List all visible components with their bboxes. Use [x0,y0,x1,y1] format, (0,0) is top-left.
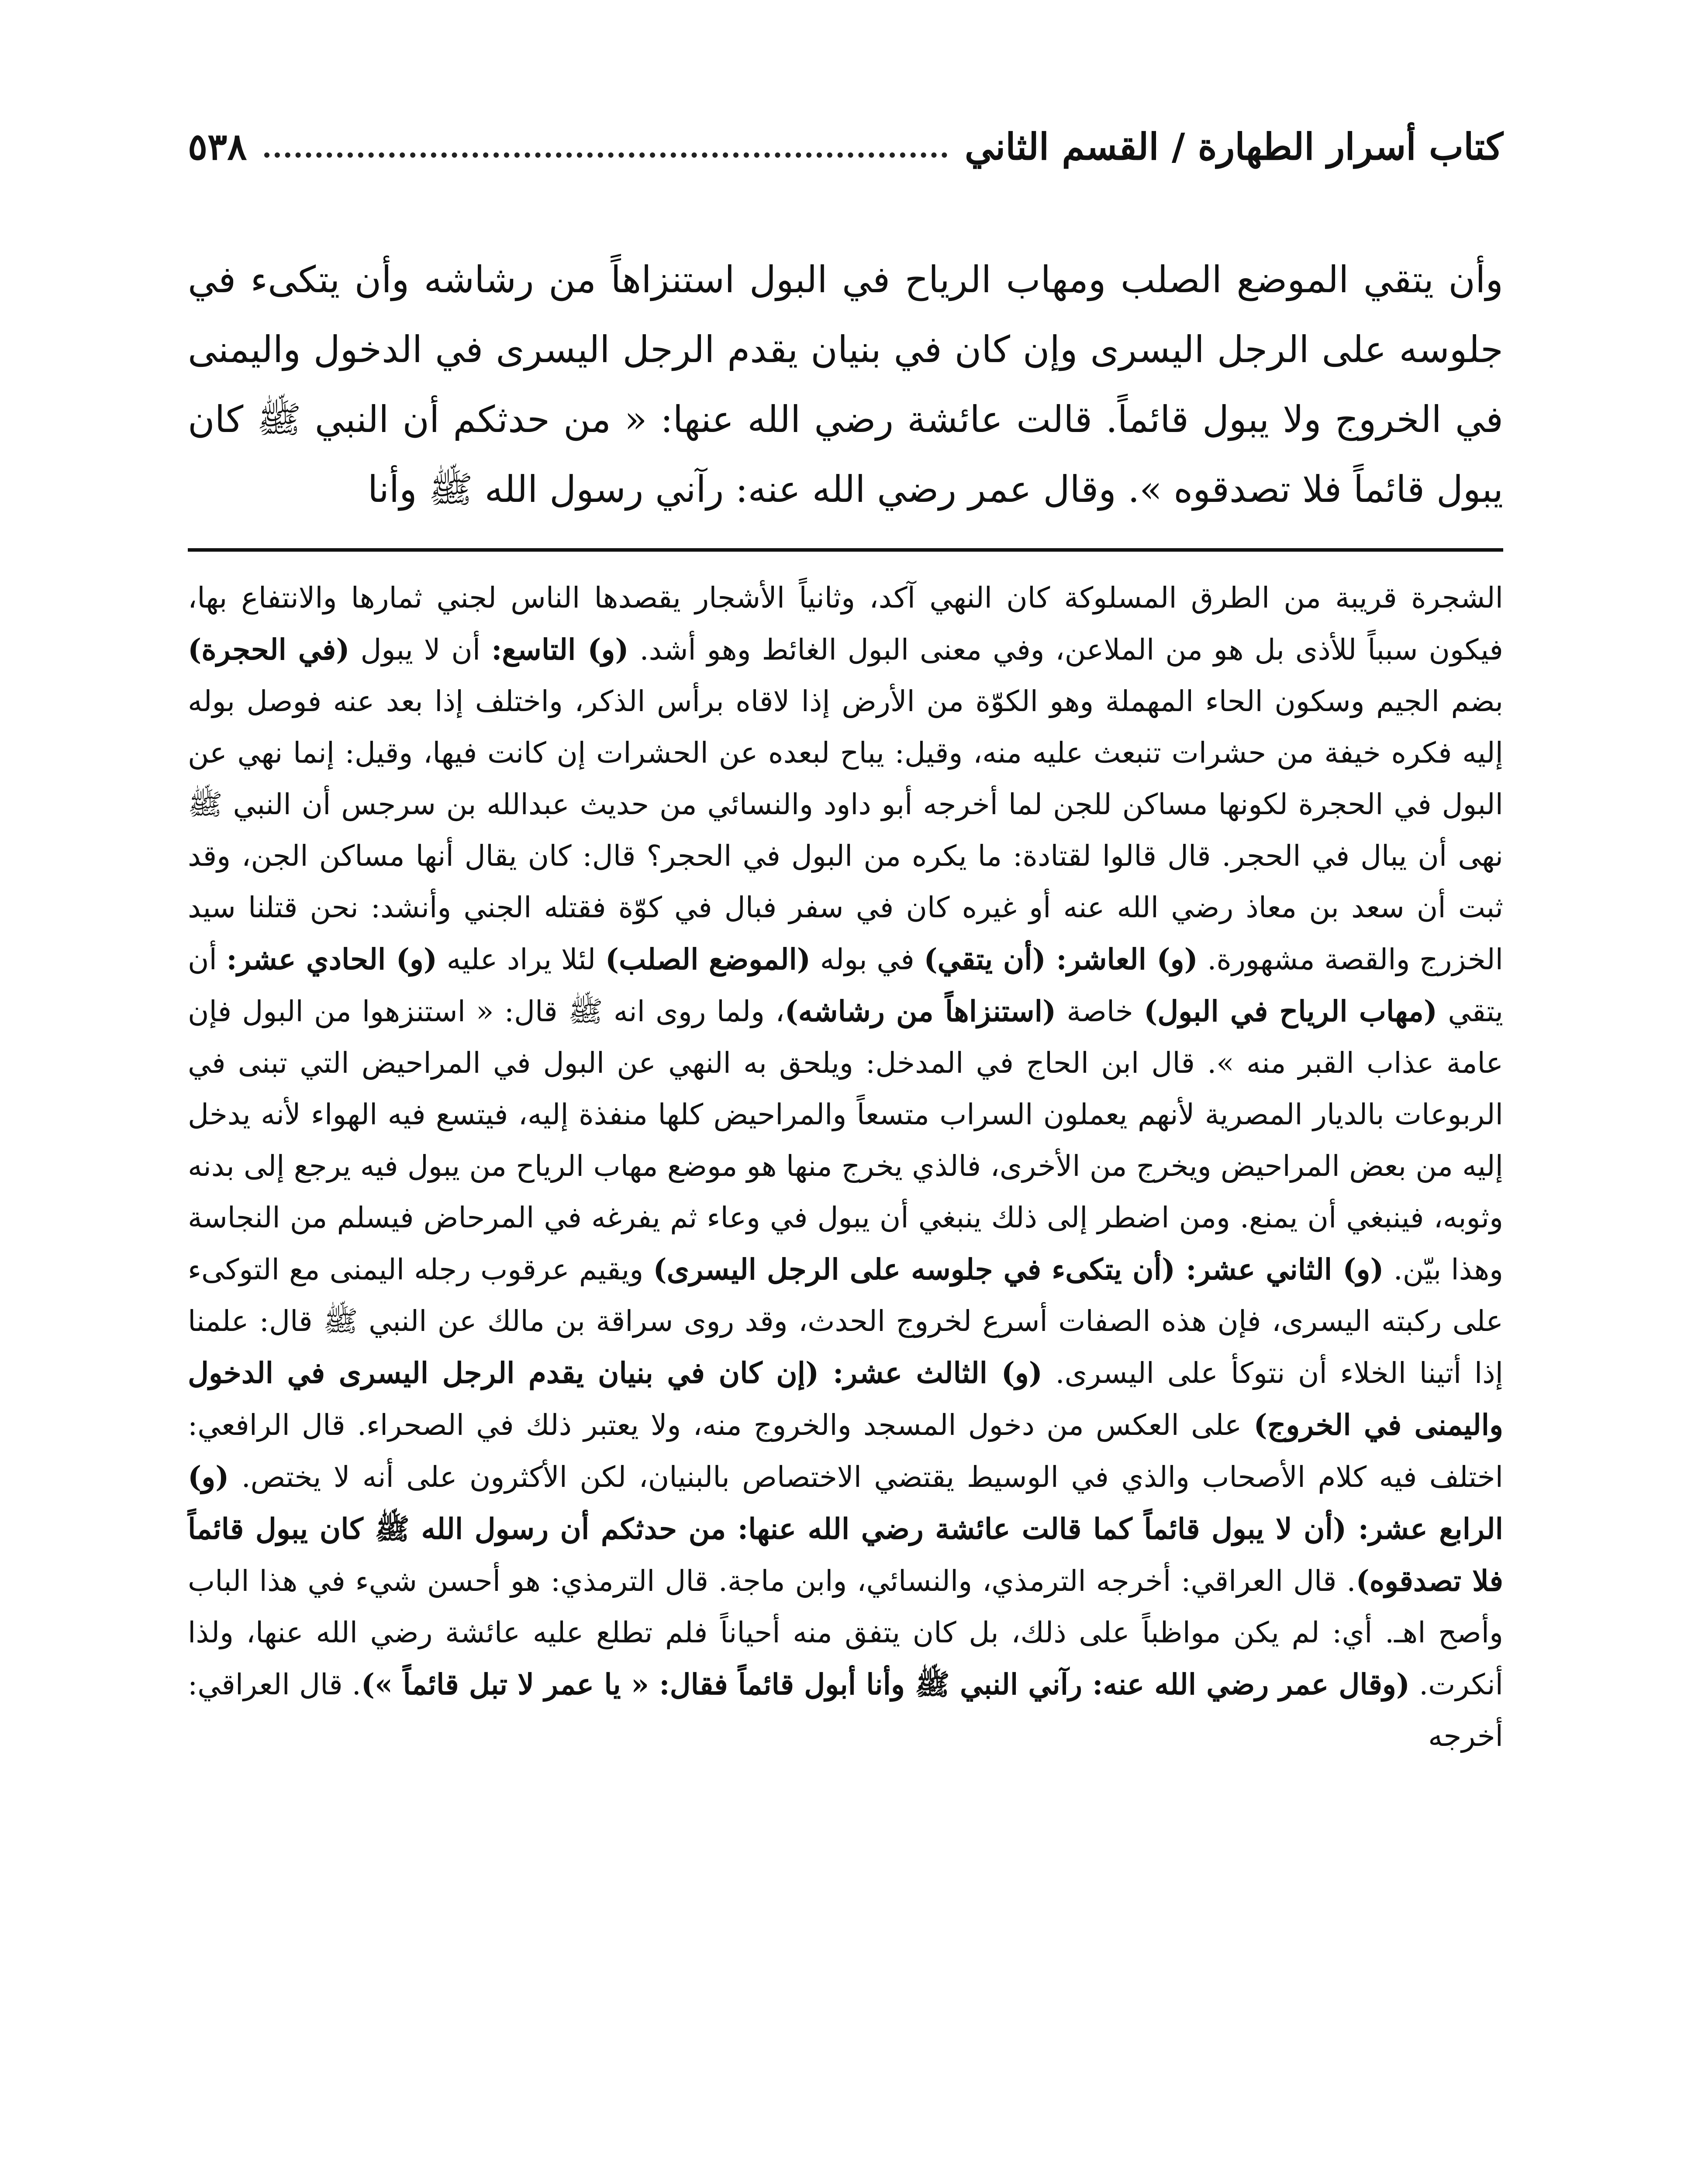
commentary-bold-segment: (و) الرابع عشر: (أن لا يبول قائماً كما قالت عائشة رضي الله عنها: من حدثكم أن رسول الله ﷺ كان يبول قائماً فلا تصدقوه) [188,1460,1504,1598]
commentary-bold-segment: (و) الثالث عشر: (إن كان في بنيان يقدم الرجل اليسرى في الدخول واليمنى في الخروج) [188,1356,1503,1442]
commentary-segment: ، ولما روى انه ﷺ قال: « استنزهوا من البول فإن عامة عذاب القبر منه ». قال ابن الحاج في المدخل: ويلحق به النهي عن البول في المراحيض التي تبنى في الربوعات بالديار المصرية لأنهم يعملون السراب متسعاً والمراحيض كلها منفذة إليه، فيتسع فيه الهواء لأنه يدخل إليه من بعض المراحيض ويخرج من الأخرى، فالذي يخرج منها هو موضع مهاب الرياح من يبول فيه يرجع إلى بدنه وثوبه، فينبغي أن يمنع. ومن اضطر إلى ذلك ينبغي أن يبول في وعاء ثم يفرغه في المرحاض فيسلم من النجاسة وهذا بيّن. [188,995,1503,1286]
commentary-bold-segment: (وقال عمر رضي الله عنه: رآني النبي ﷺ وأنا أبول قائماً فقال: « يا عمر لا تبل قائماً ») [361,1667,1410,1701]
commentary-segment: لئلا يراد عليه [437,943,605,976]
page-number: ٥٣٨ [188,124,247,168]
commentary-bold-segment: (و) الثاني عشر: (أن يتكىء في جلوسه على الرجل اليسرى) [653,1252,1384,1286]
commentary-segment: بضم الجيم وسكون الحاء المهملة وهو الكوّة من الأرض إذا لاقاه برأس الذكر، واختلف إذا بعد عنه فوصل بوله إليه فكره خيفة من حشرات تنبعث عليه منه، وقيل: يباح لبعده عن الحشرات إن كانت فيها، وقيل: إنما نهي عن البول في الحجرة لكونها مساكن للجن لما أخرجه أبو داود والنسائي من حديث عبدالله بن سرجس أن النبي ﷺ نهى أن يبال في الحجر. قال قالوا لقتادة: ما يكره من البول في الحجر؟ قال: كان يقال أنها مساكن الجن، وقد ثبت أن سعد بن معاذ رضي الله عنه أو غيره كان في سفر فبال في كوّة فقتله الجني وأنشد: نحن قتلنا سيد الخزرج والقصة مشهورة. [188,684,1504,976]
page-header [188,118,1503,175]
commentary-bold-segment: (و) العاشر: (أن يتقي) [924,942,1198,976]
commentary-segment: الشجرة قريبة من الطرق المسلوكة كان النهي آكد، وثانياً الأشجار يقصدها الناس لجني ثمارها والانتفاع بها، فيكون سبباً للأذى بل هو من الملاعن، وفي معنى البول الغائط وهو أشد. [188,581,1503,667]
commentary-bold-segment: (و) الحادي عشر: [226,942,438,976]
commentary-segment: . قال العراقي: أخرجه الترمذي، والنسائي، وابن ماجة. قال الترمذي: هو أحسن شيء في هذا الباب وأصح اهـ. أي: لم يكن مواظباً على ذلك، بل كان يتفق منه أحياناً فلم تطلع عليه عائشة رضي الله عنها، ولذا أنكرت. [188,1564,1503,1701]
commentary-segment: أن لا يبول [349,633,492,667]
commentary-bold-segment: (مهاب الرياح في البول) [1144,994,1438,1028]
footnote-divider [188,548,1503,552]
commentary-segment: أن يتقي [188,943,1504,1028]
commentary-text [188,572,1503,2184]
commentary-bold-segment: (و) التاسع: [491,632,629,667]
commentary-bold-segment: (الموضع الصلب) [605,942,811,976]
commentary-segment: على العكس من دخول المسجد والخروج منه، ولا يعتبر ذلك في الصحراء. قال الرافعي: اختلف فيه كلام الأصحاب والذي في الوسيط يقتضي الاختصاص بالبنيان، لكن الأكثرون على أنه لا يختص. [188,1408,1503,1494]
commentary-segment: خاصة [1056,995,1144,1028]
commentary-segment: ويقيم عرقوب رجله اليمنى مع التوكىء على ركبته اليسرى، فإن هذه الصفات أسرع لخروج الحدث، وقد روى سراقة بن مالك عن النبي ﷺ قال: علمنا إذا أتينا الخلاء أن نتوكأ على اليسرى. [188,1253,1503,1390]
main-text: وأن يتقي الموضع الصلب ومهاب الرياح في البول استنزاهاً من رشاشه وأن يتكىء في جلوسه على الرجل اليسرى وإن كان في بنيان يقدم الرجل اليسرى في الدخول واليمنى في الخروج ولا يبول قائماً. قالت عائشة رضي الله عنها: « من حدثكم أن النبي ﷺ كان يبول قائماً فلا تصدقوه ». وقال عمر رضي الله عنه: رآني رسول الله ﷺ وأنا [188,258,1503,511]
commentary-bold-segment: (استنزاهاً من رشاشه) [784,994,1056,1028]
commentary-segment: . قال العراقي: أخرجه [188,1668,1503,1753]
commentary-segment: في بوله [811,943,924,976]
header-dot-leader [264,135,947,158]
book-title: كتاب أسرار الطهارة / القسم الثاني [964,124,1503,168]
commentary-bold-segment: (في الحجرة) [188,632,350,667]
